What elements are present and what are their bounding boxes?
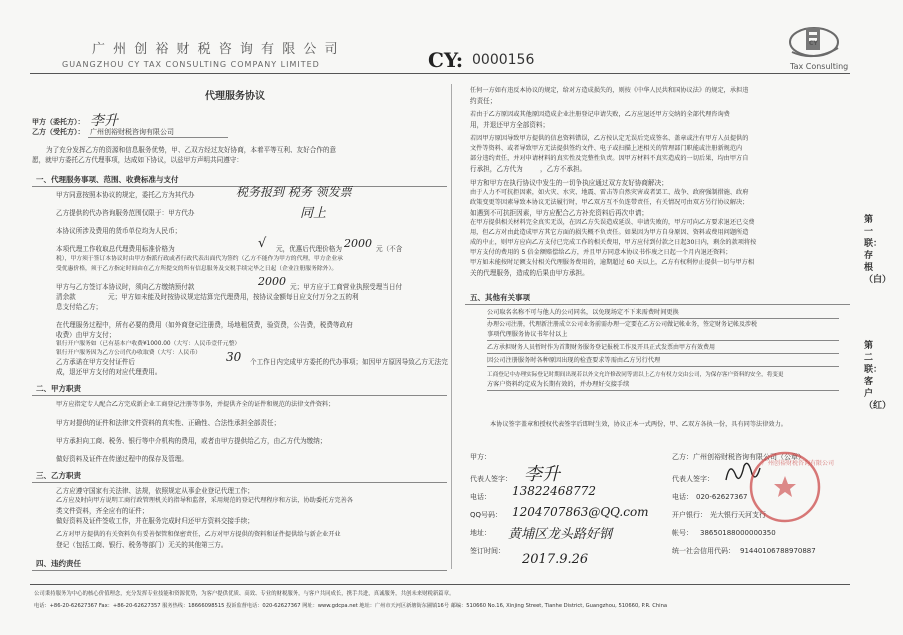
clause-text: 甲方应指定专人配合乙方完成新企业工商登记注册等事务，并提供齐全的证件和规范的法律文件资料； [56, 401, 335, 408]
party-b-label: 乙方（受托方）： [32, 128, 85, 136]
clause-text: 乙方应及时向甲方说明工商行政管理机关的指导和监督，采用规范的登记代理程序和方法，协助委托方完善各 [56, 497, 353, 504]
clause-text: 用，并退还甲方全部资料； [470, 121, 550, 129]
clause-text: 税），甲方须于签订本协议时由甲方指派行政或者行政代表出面代为签约（乙方不能作为甲方的代理，甲方企业承 [56, 256, 343, 262]
section-5-title: 五、其他有关事项 [470, 293, 530, 302]
footer-rule [30, 584, 850, 585]
column-divider [451, 84, 452, 569]
row-rule [487, 390, 839, 391]
sign-a-qq-label: QQ号码： [470, 511, 503, 519]
clause-text: 办理公司注册，代理新注册成立公司业务前需办理一定要在乙方公司做记帐业务，签定财务记帐及涉税 [487, 321, 758, 328]
sign-a-phone-label: 电话： [470, 493, 491, 501]
intro-line: 愿，就甲方委托乙方代理事项，达成如下协议，以兹甲方声明共同遵守： [32, 156, 243, 164]
clause-text: 在代理服务过程中，所有必要的费用（如外商登记注册费，场地租赁费，验资费，公告费，税费等政府 [56, 321, 353, 329]
clause-text: 元（不含 [376, 245, 403, 253]
logo-caption: Tax Consulting [790, 62, 849, 71]
sign-a-rep-signature: 李升 [524, 464, 560, 485]
other-matters-box [467, 308, 847, 410]
checkmark-handwriting: √ [258, 236, 267, 251]
clause-text: 受优惠价格，须于乙方指定时间由在乙方所提交的所有信息服务及交税手续完毕之日起（企业注册服务除外）。 [56, 266, 338, 272]
clause-text: 文件等资料、或者导致甲方无法提供签约文件、电子或扫描上述相关的管理部门职能或注册新规范内 [470, 145, 743, 152]
sign-b-credit-value: 91440106788970887 [740, 547, 816, 555]
clause-text: 事项代理服务协议书年付以上 [487, 331, 568, 338]
row-rule [487, 318, 839, 319]
sign-b-party: 乙方：广州创裕财税咨询有限公司（公章） [672, 453, 805, 461]
service-handwriting: 税务报到 税务 领发票 [236, 185, 352, 199]
sign-b-bank-value: 光大银行天河支行 [710, 511, 766, 519]
closing-statement: 本协议签字盖章和授权代表签字后即时生效，协议正本一式两份，甲、乙双方各执一份，具有同等法律效力。 [490, 421, 787, 428]
clause-text: 行承担，乙方代为 [470, 165, 523, 173]
sign-a-date-value: 2017.9.26 [522, 552, 589, 567]
clause-text: 做好资料及证件签收工作，并在服务完成时归还甲方资料交接手续； [56, 517, 254, 525]
clause-text: 在甲方提供相关材料完全真实无误，在因乙方失误造成延误、申请失败的，甲方可向乙方要求退还已交费 [470, 219, 755, 226]
sign-a-address-label: 地址： [470, 529, 491, 537]
clause-text: 息支付给乙方； [56, 303, 103, 311]
header-rule [30, 73, 850, 74]
section-rule [32, 395, 447, 396]
clause-text: 若由于乙方原因或其他原因造成企业注册登记申请失败，乙方应退还甲方交纳的全部代理咨询费 [470, 111, 730, 118]
section-3-title: 三、乙方职责 [36, 471, 81, 480]
clause-text: 甲方与乙方签订本协议时，须向乙方缴纳预付款 [56, 283, 195, 291]
section-1-title: 一、代理服务事项、范围、收费标准与支付 [36, 175, 179, 184]
clause-text: 乙方提供的代办咨询服务范围仅限于：甲方代办 [56, 209, 195, 217]
clause-text: 元；甲方应于工商营业执照受理当日付 [290, 283, 403, 291]
clause-text: 类文件资料，齐全应有的证件； [56, 507, 149, 515]
footer-contact: 电话：+86-20-62627367 Fax：+86-20-62627357 服务热线：18666098515 投诉监督电话：020-62627367 网址：www.gdcpa.net 地址：广州市天河区新塘街东圃镇16号 邮编：510660 No.16, Xinjing Street, Tianhe District, Guangzhou, 510660, P.R. China [34, 603, 668, 609]
clause-text: 部分违约责任，并对申请材料的真实性及完整性负责。因甲方材料不真实造成的一切后果，均由甲方自 [470, 155, 749, 162]
sign-a-date-label: 签订时间： [470, 547, 505, 555]
section-rule [32, 482, 447, 483]
row-rule [487, 353, 839, 354]
section-rule [465, 304, 850, 305]
party-rule [88, 137, 228, 138]
clause-text: 成，退还甲方支付的对应代理费用。 [56, 368, 162, 376]
sign-b-bank-label: 开户银行： [672, 511, 707, 519]
clause-text: 成的中止，则甲方应向乙方支付已完成工作的相关费用，甲方应付到付款之日起30日内，剩余的款项将按 [470, 239, 757, 246]
clause-text: 若因甲方原因导致甲方提供的信息资料错误，乙方按认定无误后完成签名、盖章或注有甲方人员提供的 [470, 135, 749, 142]
clause-text: 任何一方如有违反本协议的规定，给对方造成损失的，则按《中华人民共和国协议法》的规定，承担违 [470, 87, 749, 94]
sign-b-phone-value: 020-62627367 [696, 493, 748, 501]
sign-a-qq-value: 1204707863@QQ.com [512, 505, 649, 519]
sign-a-party: 甲方： [470, 453, 491, 461]
days-handwriting: 30 [226, 350, 242, 364]
footer-mission: 公司秉持服务为中心的核心价值理念，充分发挥专业技能和资源优势，为客户提供优质、高效、专业的财税服务，与客户共同成长，携手共进，真诚服务，共创未来财税新篇章。 [34, 591, 455, 597]
stamp-text: 广州创裕财税咨询有限公司 [762, 460, 835, 467]
clause-text: 本项代理工作收取总代理费用标准价格为 [56, 245, 175, 253]
clause-text: 收费）由甲方支付； [56, 331, 116, 339]
clause-text: 银行开户服务因为乙方公司代办收取费（大写：人民币） [56, 350, 201, 356]
clause-text: 本协议所涉及费用的货币单位均为人民币； [56, 227, 182, 235]
sign-b-phone-label: 电话： [672, 493, 693, 501]
clause-text: 元，优惠后代理价格为 [276, 245, 342, 253]
company-name-cn: 广 州 创 裕 财 税 咨 询 有 限 公 司 [92, 42, 340, 57]
company-name-en: GUANGZHOU CY TAX CONSULTING COMPANY LIMITED [62, 60, 320, 69]
document-title: 代理服务协议 [205, 91, 265, 102]
clause-text: 如遇到不可抗拒因素，甲方应配合乙方补充资料后再次申请； [470, 209, 649, 217]
clause-text: 甲方和甲方在执行协议中发生的一切争执应通过双方友好协商解决； [470, 179, 668, 187]
row-rule [487, 340, 839, 341]
party-a-signature: 李升 [90, 113, 118, 129]
party-b-value: 广州创裕财税咨询有限公司 [90, 128, 174, 136]
clause-text: 乙方承诺在甲方交付证件后 [56, 358, 136, 366]
price-handwriting: 2000 [344, 237, 372, 250]
clause-text: 政策变更等因素导致本协议无法履行时，甲乙双方互不负连带责任，有关情况可由双方另行协议解决； [470, 199, 749, 206]
sign-a-rep-label: 代表人签字： [470, 475, 512, 483]
clause-text: 甲方同意按照本协议的规定，委托乙方为其代办 [56, 191, 195, 199]
clause-text: 公司取名名称不可与他人的公司同名，以免现场定不下来需费时间更换 [487, 309, 679, 316]
section-2-title: 二、甲方职责 [36, 384, 81, 393]
copy-label-stub: 第一联：存根（白） [864, 215, 892, 285]
sign-b-account-value: 38650188000000350 [700, 529, 776, 537]
clause-text: 个工作日内完成甲方委托的代办事项；如因甲方原因导致乙方无法完 [250, 358, 448, 366]
clause-text: 做好资料及证件在传递过程中的保存及管理。 [56, 455, 188, 463]
sign-a-address-value: 黄埔区龙头路好钢 [508, 527, 613, 542]
clause-text: 用，但乙方对由此造成甲方其它方面的损失概不负责任。如果因为甲方自身原因、资料或费用问题所造 [470, 229, 749, 236]
section-rule [32, 570, 447, 571]
clause-text: ，乙方不承担。 [540, 165, 587, 173]
row-rule [487, 366, 839, 367]
sign-b-account-label: 帐号： [672, 529, 693, 537]
serial-number: 0000156 [472, 52, 535, 68]
logo-mark: CY [809, 40, 818, 47]
copy-label-customer: 第二联：客户（红） [864, 341, 892, 411]
clause-text: 甲方支付的费用的 5 倍金额赔偿给乙方，并且甲方同意本协议书作废之日起一个月内退还资料； [470, 249, 732, 256]
clause-text: 登记（包括工商、银行、税务等部门）无关的其他第三方。 [56, 541, 228, 549]
intro-line: 为了充分发挥乙方的资源和信息服务优势，甲、乙双方经过友好协商，本着平等互利、友好合作的意 [46, 146, 337, 154]
clause-text: 由于人力不可抗拒因素，如火灾、水灾、地震、雷击等自然灾害或者罢工、战争、政府强制措施、政府 [470, 189, 749, 196]
clause-text: 方客户资料约定成为长期有效的，并办理好交接手续 [487, 381, 630, 388]
clause-text: 甲方承担向工商、税务、银行等中介机构的费用，或者由甲方提供给乙方，由乙方代为缴纳； [56, 437, 327, 445]
clause-text: 乙方对甲方提供的有关资料负有妥善保管和保密责任，乙方对甲方提供的资料和证件提供给与新企业开业 [56, 531, 341, 538]
clause-text: 乙方应遵守国家有关法律、法规，依照规定从事企业登记代理工作； [56, 487, 254, 495]
clause-text: 甲方对提供的证件和法律文件资料的真实性、正确性、合法性承担全部责任； [56, 419, 281, 427]
clause-text: 约责任； [470, 97, 497, 105]
sign-a-phone-value: 13822468772 [512, 484, 596, 498]
scope-handwriting: 同上 [300, 206, 327, 221]
clause-text: 清余款 [56, 293, 76, 301]
clause-text: 银行开户服务如（已有基本户收费¥1000.00（大写：人民币壹仟元整） [56, 341, 241, 347]
clause-text: 因公司注册服务时各种原因出现的检查要求等需由乙方另行代理 [487, 357, 661, 364]
clause-text: 关的代理服务，造成的后果由甲方承担。 [470, 269, 589, 277]
clause-text: 甲方如未能按时足额支付相关代理服务费用的，逾期超过 60 天以上，乙方有权利停止提供一切与甲方相 [470, 259, 755, 266]
clause-text: 工商登记中办理实际登记时期间出现若以外文允许修改同等需以上乙方有权力交由公司，为保存客户资料的安全，将变更 [487, 372, 784, 378]
cy-label: CY: [428, 48, 464, 72]
sign-b-rep-label: 代表人签字： [672, 475, 714, 483]
party-a-label: 甲方（委托方）： [32, 118, 85, 126]
prepay-handwriting: 2000 [258, 275, 286, 288]
clause-text: 乙方承担财务人员暂时作为首期财务服务登记报税工作及开具正式发票由甲方有效费用 [487, 344, 716, 351]
section-4-title: 四、违约责任 [36, 559, 81, 568]
clause-text: 元；甲方如未能及时按协议规定结算完代理费用，按协议金额每日应支付万分之五的利 [108, 293, 359, 301]
sign-b-credit-label: 统一社会信用代码： [672, 547, 735, 555]
